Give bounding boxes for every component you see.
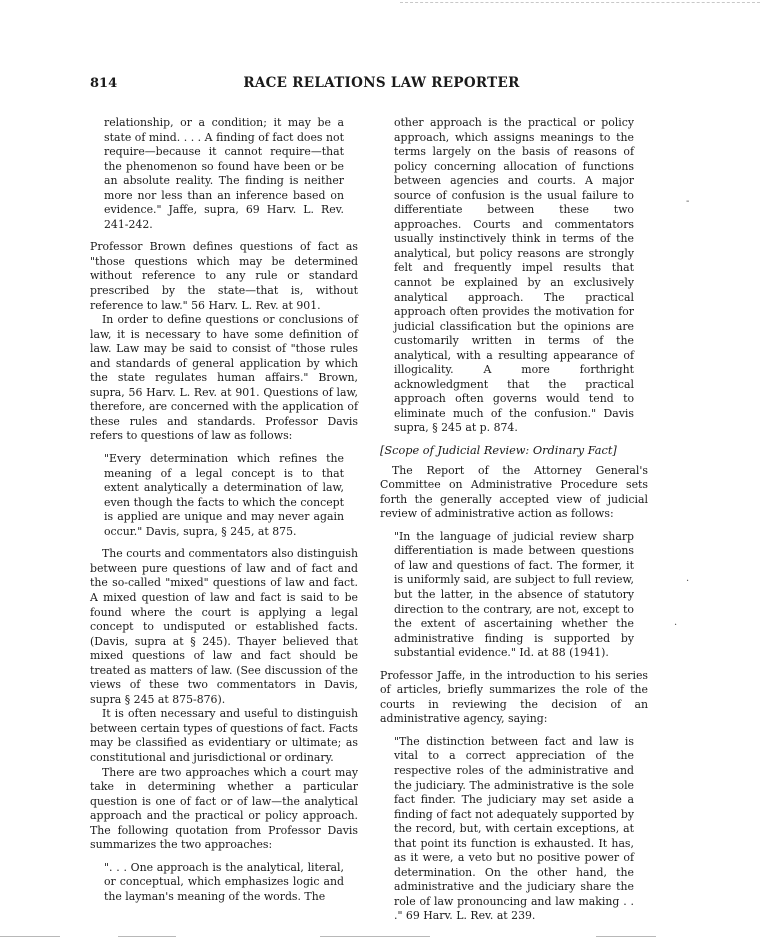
footer-rule xyxy=(596,936,656,937)
paragraph: Professor Jaffe, in the introduction to his series of articles, briefly summarizes the role of the courts in reviewing the decision of an administrative agency, saying: xyxy=(380,668,648,726)
paragraph: In order to define questions or conclusions of law, it is necessary to have some definition of law. Law may be said to consist of "those rules and standards of general application by which the state regulates human affairs." Brown, supra, 56 Harv. L. Rev. at 901. Questions of law, therefore, are concerned with the application of these rules and standards. Professor Davis refers to questions of law as follows: xyxy=(90,313,358,443)
paragraph: Professor Brown defines questions of fact as "those questions which may be determined without reference to any rule or standard prescribed by the state—that is, without reference to law." 56 Harv. L. Rev. at 901. xyxy=(90,240,358,312)
quote-block: "In the language of judicial review sharp differentiation is made between questions of law and questions of fact. The former, it is uniformly said, are subject to full review, but the latter, in the absence of statutory direction to the contrary, are not, except to the extent of ascertaining whether the administrative finding is supported by substantial evidence." Id. at 88 (1941). xyxy=(394,529,634,660)
scan-speck: - xyxy=(686,196,690,207)
scan-speck: · xyxy=(686,576,690,587)
left-column xyxy=(90,116,358,904)
paragraph: There are two approaches which a court may take in determining whether a particular question is one of fact or of law—the analytical approach and the practical or policy approach. The following quotation from Professor Davis summarizes the two approaches: xyxy=(90,765,358,852)
section-heading: [Scope of Judicial Review: Ordinary Fact] xyxy=(380,444,617,458)
quote-block: "The distinction between fact and law is vital to a correct appreciation of the respective roles of the administrative and the judiciary. The administrative is the sole fact finder. The judiciary may set aside a finding of fact not adequately supported by the record, but, with certain exceptions, at that point its function is exhausted. It has, as it were, a veto but no positive power of determination. On the other hand, the administrative and the judiciary share the role of law pronouncing and law making . . ." 69 Harv. L. Rev. at 239. xyxy=(394,734,634,923)
paragraph: The courts and commentators also distinguish between pure questions of law and of fact and the so-called "mixed" questions of law and fact. A mixed question of law and fact is said to be found where the court is applying a legal concept to undisputed or established facts. (Davis, supra at § 245). Thayer believed that mixed questions of law and fact should be treated as matters of law. (See discussion of the views of these two commentators in Davis, supra § 245 at 875-876). xyxy=(90,547,358,706)
footer-rule xyxy=(0,936,60,937)
quote-block: "Every determination which refines the meaning of a legal concept is to that extent analytically a determination of law, even though the facts to which the concept is applied are unique and may never again occur." Davis, supra, § 245, at 875. xyxy=(104,452,344,538)
paragraph: It is often necessary and useful to distinguish between certain types of questions of fact. Facts may be classified as evidentiary or ultimate; as constitutional and jurisdictional or ordinary. xyxy=(90,707,358,764)
quote-block: other approach is the practical or policy approach, which assigns meanings to the terms largely on the basis of reasons of policy concerning allocation of functions between agencies and courts. A major source of confusion is the usual failure to differentiate between these two approaches. Courts and commentators usually instinctively think in terms of the analytical, but policy reasons are strongly felt and frequently impel results that cannot be explained by an exclusively analytical approach. The practical approach often provides the motivation for judicial classification but the opinions are customarily written in terms of the analytical, with a resulting appearance of illogicality. A more forthright acknowledgment that the practical approach often governs would tend to eliminate much of the confusion." Davis supra, § 245 at p. 874. xyxy=(394,116,634,435)
right-column xyxy=(380,116,648,924)
footer-rule xyxy=(320,936,430,937)
running-head: RACE RELATIONS LAW REPORTER xyxy=(243,75,520,91)
paragraph: The Report of the Attorney General's Committee on Administrative Procedure sets forth the generally accepted view of judicial review of administrative action as follows: xyxy=(380,463,648,521)
page-number: 814 xyxy=(90,76,118,91)
quote-block: relationship, or a condition; it may be a state of mind. . . . A finding of fact does not require—because it cannot require—that the phenomenon so found have been or be an absolute reality. The finding is neither more nor less than an inference based on evidence." Jaffe, supra, 69 Harv. L. Rev. 241-242. xyxy=(104,116,344,231)
scan-edge-mark xyxy=(400,2,760,4)
footer-rule xyxy=(118,936,176,937)
scan-speck: · xyxy=(674,620,678,631)
quote-block: ". . . One approach is the analytical, literal, or conceptual, which emphasizes logic and the layman's meaning of the words. The xyxy=(104,860,344,903)
